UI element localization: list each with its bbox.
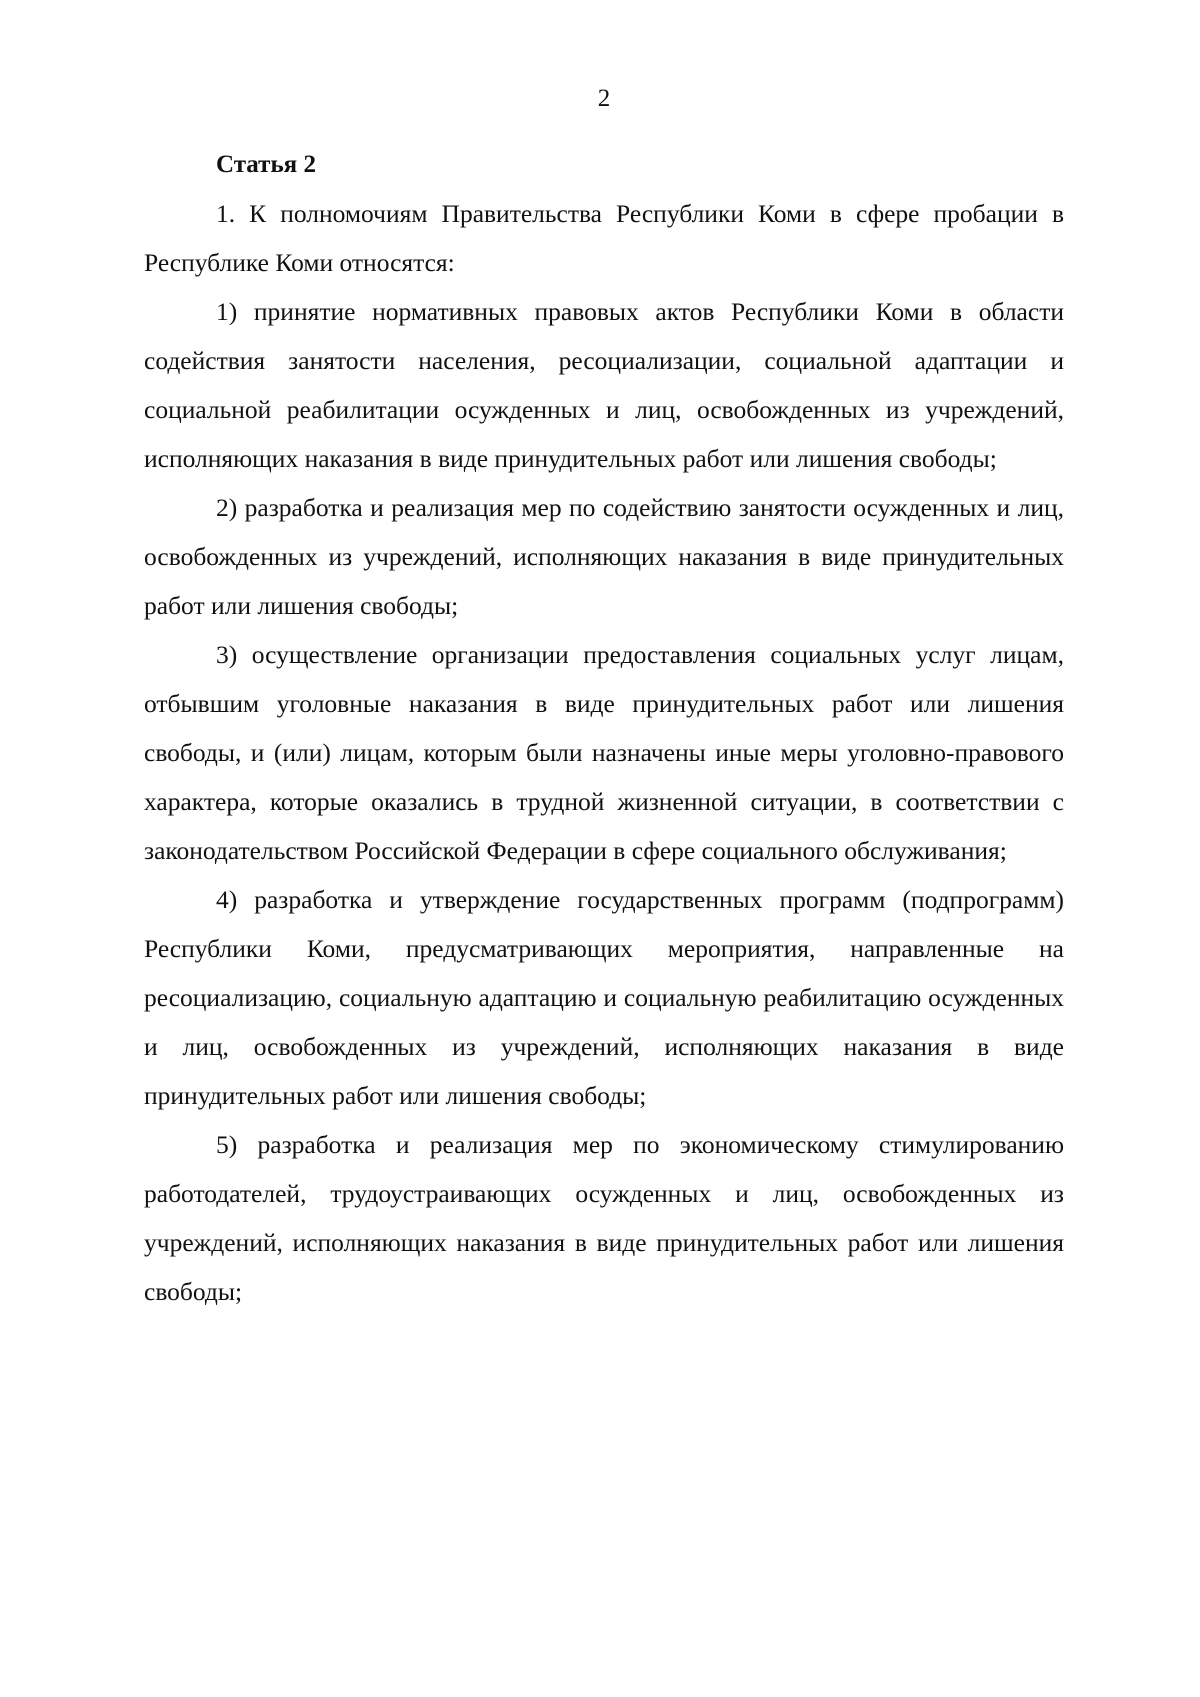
paragraph-intro: 1. К полномочиям Правительства Республики Коми в сфере пробации в Республике Коми относятся: [144,199,1064,277]
article-title: Статья 2 [216,151,316,178]
list-item-1: 1) принятие нормативных правовых актов Республики Коми в области содействия занятости населения, ресоциализации, социальной адаптации и социальной реабилитации осужденных и лиц, освобожденных из учреждений, исполняющих наказания в виде принудительных работ или лишения свободы; [144,297,1064,473]
list-item-5: 5) разработка и реализация мер по экономическому стимулированию работодателей, трудоустраивающих осужденных и лиц, освобожденных из учреждений, исполняющих наказания в виде принудительных работ или лишения свободы; [144,1130,1064,1306]
page-number: 2 [597,85,611,112]
list-item-4: 4) разработка и утверждение государственных программ (подпрограмм) Республики Коми, предусматривающих мероприятия, направленные на ресоциализацию, социальную адаптацию и социальную реабилитацию осужденных и лиц, освобожденных из учреждений, исполняющих наказания в виде принудительных работ или лишения свободы; [144,885,1064,1110]
list-item-3: 3) осуществление организации предоставления социальных услуг лицам, отбывшим уголовные наказания в виде принудительных работ или лишения свободы, и (или) лицам, которым были назначены иные меры уголовно-правового характера, которые оказались в трудной жизненной ситуации, в соответствии с законодательством Российской Федерации в сфере социального обслуживания; [144,640,1064,865]
article-body [144,140,1064,1316]
list-item-2: 2) разработка и реализация мер по содействию занятости осужденных и лиц, освобожденных из учреждений, исполняющих наказания в виде принудительных работ или лишения свободы; [144,493,1064,620]
